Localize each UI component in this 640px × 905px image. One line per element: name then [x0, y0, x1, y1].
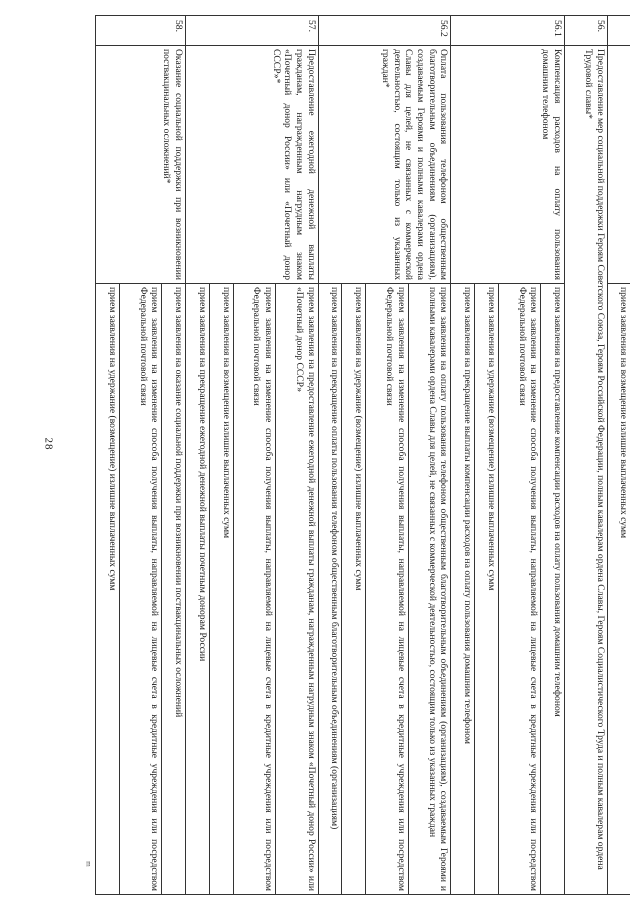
- service-number: 58.: [96, 16, 186, 46]
- service-action: прием заявления на изменение способа получения выплаты, направляемой на лицевые счета в кредитные учреждения или посредством Федеральной почтовой связи: [366, 284, 409, 895]
- service-name: Компенсация расходов на оплату пользования домашним телефоном: [451, 46, 565, 284]
- table-row-continuation: [607, 16, 630, 895]
- section-heading: Предоставление мер социальной поддержки Героям Советского Союза, Героям Российской Федерации, полным кавалерам ордена Славы, Героям Социалистического Труда и полным кавалерам ордена Трудовой славы*: [565, 46, 608, 895]
- page-number: 28: [42, 437, 55, 451]
- service-name: Оказание социальной поддержки при возникновении поствакцинальных осложнений*: [96, 46, 186, 284]
- service-name: Предоставление ежегодной денежной выплаты гражданам, награжденным нагрудным знаком «Почетный донор России» или «Почетный донор СССР»*: [186, 46, 319, 284]
- cell-num-empty: [607, 16, 630, 46]
- service-action: прием заявления на оказание социальной поддержки при возникновении поствакцинальных осложнений: [162, 284, 186, 895]
- service-action: прием заявления на предоставление ежегодной денежной выплаты гражданам, награжденным нагрудным знаком «Почетный донор России» или «Почетный донор СССР»: [276, 284, 319, 895]
- service-name: Оплата пользования телефоном общественным благотворительным объединениям (организациям), создаваемым Героями и полными кавалерами ордена Славы для целей, не связанных с коммерческой деятельностью, состоящим только из указанных граждан*: [318, 46, 451, 284]
- table-row: [162, 16, 186, 895]
- service-action: прием заявления на изменение способа получения выплаты, направляемой на лицевые счета в кредитные учреждения или посредством Федеральной почтовой связи: [233, 284, 276, 895]
- service-number: 56.2: [318, 16, 451, 46]
- table-row: [276, 16, 319, 895]
- service-action: прием заявления на изменение способа получения выплаты, направляемой на лицевые счета в кредитные учреждения или посредством Федеральной почтовой связи: [498, 284, 541, 895]
- service-action: прием заявления на возмещение излишне выплаченных сумм: [209, 284, 233, 895]
- service-action: прием заявления на прекращение ежегодной денежной выплаты почетным донорам России: [186, 284, 210, 895]
- service-action: прием заявления на изменение способа получения выплаты, направляемой на лицевые счета в кредитные учреждения или посредством Федеральной почтовой связи: [119, 284, 162, 895]
- service-action: прием заявления на удержание (возмещение) излишне выплаченных сумм: [342, 284, 366, 895]
- service-action: прием заявления на удержание (возмещение) излишне выплаченных сумм: [96, 284, 120, 895]
- service-action: прием заявления на оплату пользования телефоном общественным благотворительным объединениям (организациям), создаваемым Героями и полными кавалерами ордена Славы для целей, не связанных с коммерческой деятельностью, состоящим только из указанных граждан: [408, 284, 451, 895]
- services-table-wrapper: [95, 15, 630, 895]
- service-number: 57.: [186, 16, 319, 46]
- service-action: прием заявления на предоставление компенсации расходов на оплату пользования домашним телефоном: [541, 284, 565, 895]
- services-table: [95, 15, 630, 895]
- footer-mark: m: [84, 861, 93, 867]
- service-action: прием заявления на удержание (возмещение) излишне выплаченных сумм: [475, 284, 499, 895]
- service-action: прием заявления на прекращение выплаты компенсации расходов на оплату пользования домашним телефоном: [451, 284, 475, 895]
- table-row: [408, 16, 451, 895]
- cell-name-empty: [607, 46, 630, 284]
- table-row: [541, 16, 565, 895]
- service-action: прием заявления на прекращение оплаты пользования телефоном общественным благотворительным объединениям (организациям): [318, 284, 342, 895]
- service-number: 56.1: [451, 16, 565, 46]
- section-number: 56.: [565, 16, 608, 46]
- cell-continuation: прием заявления на возмещение излишне выплаченных сумм: [607, 284, 630, 895]
- table-row-section-56: [565, 16, 608, 895]
